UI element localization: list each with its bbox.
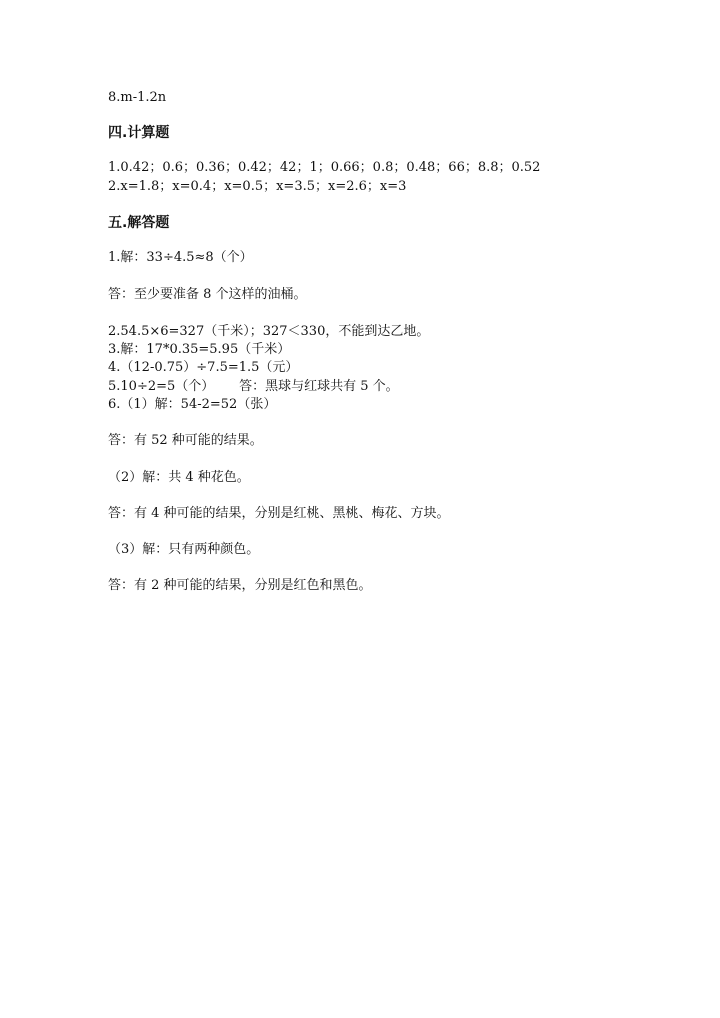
problem-1-answer: 答：至少要准备 8 个这样的油桶。 xyxy=(108,287,307,302)
answer-line-8: 8.m-1.2n xyxy=(108,90,167,105)
problem-4-solution: 4.（12-0.75）÷7.5=1.5（元） xyxy=(108,360,299,375)
problem-3-solution: 3.解：17*0.35=5.95（千米） xyxy=(108,342,291,357)
problem-6-part3-answer: 答：有 2 种可能的结果，分别是红色和黑色。 xyxy=(108,578,372,593)
problem-6-part1-solution: 6.（1）解：54-2=52（张） xyxy=(108,397,277,412)
section-heading-calculation: 四.计算题 xyxy=(108,125,170,141)
calc-answer-1: 1.0.42；0.6；0.36；0.42；42；1；0.66；0.8；0.48；66；8.8；0.52 xyxy=(108,160,541,175)
section-heading-word-problems: 五.解答题 xyxy=(108,215,170,231)
calc-answer-2: 2.x=1.8；x=0.4；x=0.5；x=3.5；x=2.6；x=3 xyxy=(108,179,407,194)
problem-6-part3-solution: （3）解：只有两种颜色。 xyxy=(108,542,260,557)
problem-1-solution: 1.解：33÷4.5≈8（个） xyxy=(108,250,253,265)
problem-6-part2-answer: 答：有 4 种可能的结果，分别是红桃、黑桃、梅花、方块。 xyxy=(108,506,450,521)
problem-6-part2-solution: （2）解：共 4 种花色。 xyxy=(108,470,250,485)
problem-2-solution: 2.54.5×6=327（千米）；327＜330，不能到达乙地。 xyxy=(108,324,430,339)
problem-6-part1-answer: 答：有 52 种可能的结果。 xyxy=(108,433,263,448)
problem-5-solution: 5.10÷2=5（个） 答：黑球与红球共有 5 个。 xyxy=(108,379,399,394)
